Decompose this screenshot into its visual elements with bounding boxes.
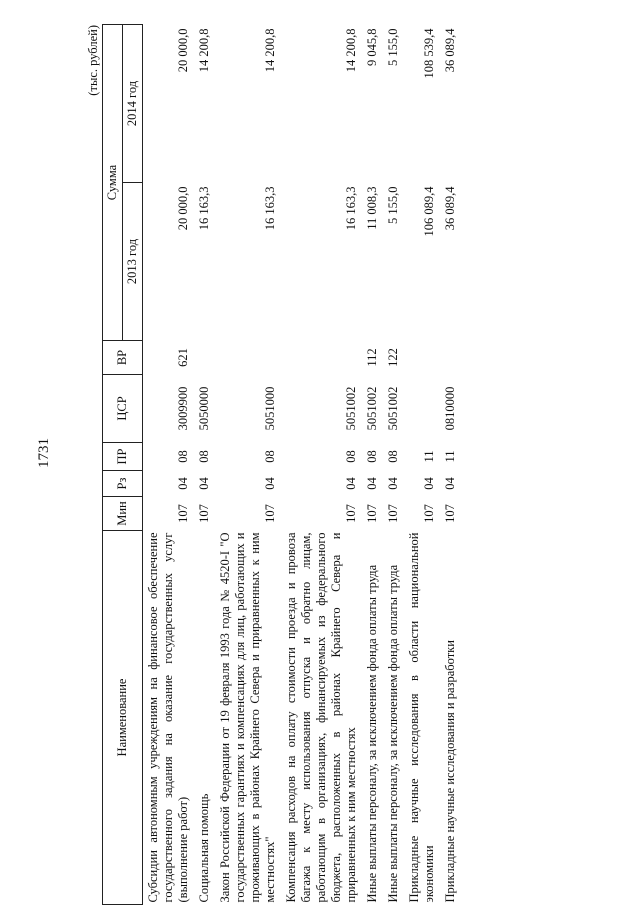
- table-row: [383, 25, 404, 905]
- row-vr: [215, 341, 281, 375]
- row-csr: 5051002: [386, 386, 400, 431]
- row-name: Прикладные научные исследования и разработки: [443, 640, 457, 903]
- row-csr: 3009900: [176, 386, 190, 431]
- header-sum: Сумма: [103, 25, 123, 341]
- row-2013: 16 163,3: [197, 186, 211, 231]
- row-vr: [281, 341, 362, 375]
- row-csr: 5051000: [263, 386, 277, 431]
- row-pr: 08: [344, 450, 358, 463]
- table-row: [404, 25, 440, 905]
- row-rz: 04: [176, 477, 190, 490]
- row-2014: 14 200,8: [263, 28, 277, 73]
- row-min: 107: [344, 504, 358, 523]
- row-2014: 20 000,0: [176, 28, 190, 73]
- row-2014: 14 200,8: [344, 28, 358, 73]
- row-2013: 11 008,3: [365, 186, 379, 230]
- row-min: 107: [365, 504, 379, 523]
- row-vr: 112: [365, 348, 379, 367]
- table-row: [143, 25, 195, 905]
- header-pr: ПР: [103, 443, 143, 471]
- row-2013: 20 000,0: [176, 186, 190, 231]
- row-rz: 04: [263, 477, 277, 490]
- row-pr: 08: [263, 450, 277, 463]
- row-rz: 04: [422, 477, 436, 490]
- header-2014: 2014 год: [123, 25, 143, 183]
- row-name: Иные выплаты персоналу, за исключением фонда оплаты труда: [365, 564, 379, 903]
- header-name: Наименование: [103, 531, 143, 905]
- row-2014: 108 539,4: [422, 28, 436, 79]
- row-rz: 04: [365, 477, 379, 490]
- unit-note: (тыс. рублей): [86, 25, 100, 96]
- header-min: Мин: [103, 497, 143, 531]
- row-2013: 106 089,4: [422, 186, 436, 237]
- row-min: 107: [443, 504, 457, 523]
- row-pr: 08: [197, 450, 211, 463]
- row-name: Субсидии автономным учреждениям на финансовое обеспечение государственного задания на оказание государственных услуг (выполнение работ): [146, 532, 190, 903]
- row-2013: 5 155,0: [386, 186, 400, 224]
- row-rz: 04: [344, 477, 358, 490]
- row-name: Прикладные научные исследования в области национальной экономики: [407, 532, 436, 903]
- row-pr: 08: [386, 450, 400, 463]
- row-min: 107: [422, 504, 436, 523]
- table-row: [194, 25, 215, 905]
- budget-sheet: [86, 25, 640, 905]
- row-name: Компенсация расходов на оплату стоимости проезда и провоза багажа к месту использования отпуска и обратно лицам, работающим в организациях, финансируемых из федерального бюджета, расположенных в районах Крайнего Севера и приравненных к ним местностях: [284, 532, 358, 903]
- table-row: [440, 25, 461, 905]
- table-row: [362, 25, 383, 905]
- row-pr: 08: [176, 450, 190, 463]
- row-rz: 04: [386, 477, 400, 490]
- row-rz: 04: [197, 477, 211, 490]
- row-2014: 5 155,0: [386, 28, 400, 66]
- row-name: Иные выплаты персоналу, за исключением фонда оплаты труда: [386, 564, 400, 903]
- row-2014: 14 200,8: [197, 28, 211, 73]
- row-2014: 36 089,4: [443, 28, 457, 73]
- row-min: 107: [263, 504, 277, 523]
- row-vr: [404, 341, 440, 375]
- header-vr: ВР: [103, 341, 143, 375]
- row-vr: 621: [176, 348, 190, 367]
- row-pr: 08: [365, 450, 379, 463]
- budget-table: [102, 24, 461, 905]
- row-csr: [404, 375, 440, 443]
- row-csr: 5050000: [197, 386, 211, 431]
- row-min: 107: [176, 504, 190, 523]
- row-2013: 36 089,4: [443, 186, 457, 231]
- row-csr: 5051002: [365, 386, 379, 431]
- header-rz: Рз: [103, 471, 143, 497]
- header-2013: 2013 год: [123, 183, 143, 341]
- row-2014: 9 045,8: [365, 28, 379, 66]
- row-min: 107: [386, 504, 400, 523]
- row-min: 107: [197, 504, 211, 523]
- row-name: Закон Российской Федерации от 19 февраля 1993 года № 4520-I "О государственных гарантиях и компенсациях для лиц, работающих и проживающих в районах Крайнего Севера и приравненных к ним местностях": [218, 532, 277, 903]
- header-csr: ЦСР: [103, 375, 143, 443]
- row-csr: 0810000: [443, 386, 457, 431]
- row-vr: 122: [386, 348, 400, 367]
- row-vr: [194, 341, 215, 375]
- row-pr: 11: [443, 450, 457, 463]
- row-pr: 11: [422, 450, 436, 463]
- row-2013: 16 163,3: [263, 186, 277, 231]
- page-number: 1731: [36, 438, 52, 468]
- table-row: [215, 25, 281, 905]
- row-csr: 5051002: [344, 386, 358, 431]
- table-row: [281, 25, 362, 905]
- row-name: Социальная помощь: [197, 793, 211, 903]
- row-vr: [440, 341, 461, 375]
- row-rz: 04: [443, 477, 457, 490]
- row-2013: 16 163,3: [344, 186, 358, 231]
